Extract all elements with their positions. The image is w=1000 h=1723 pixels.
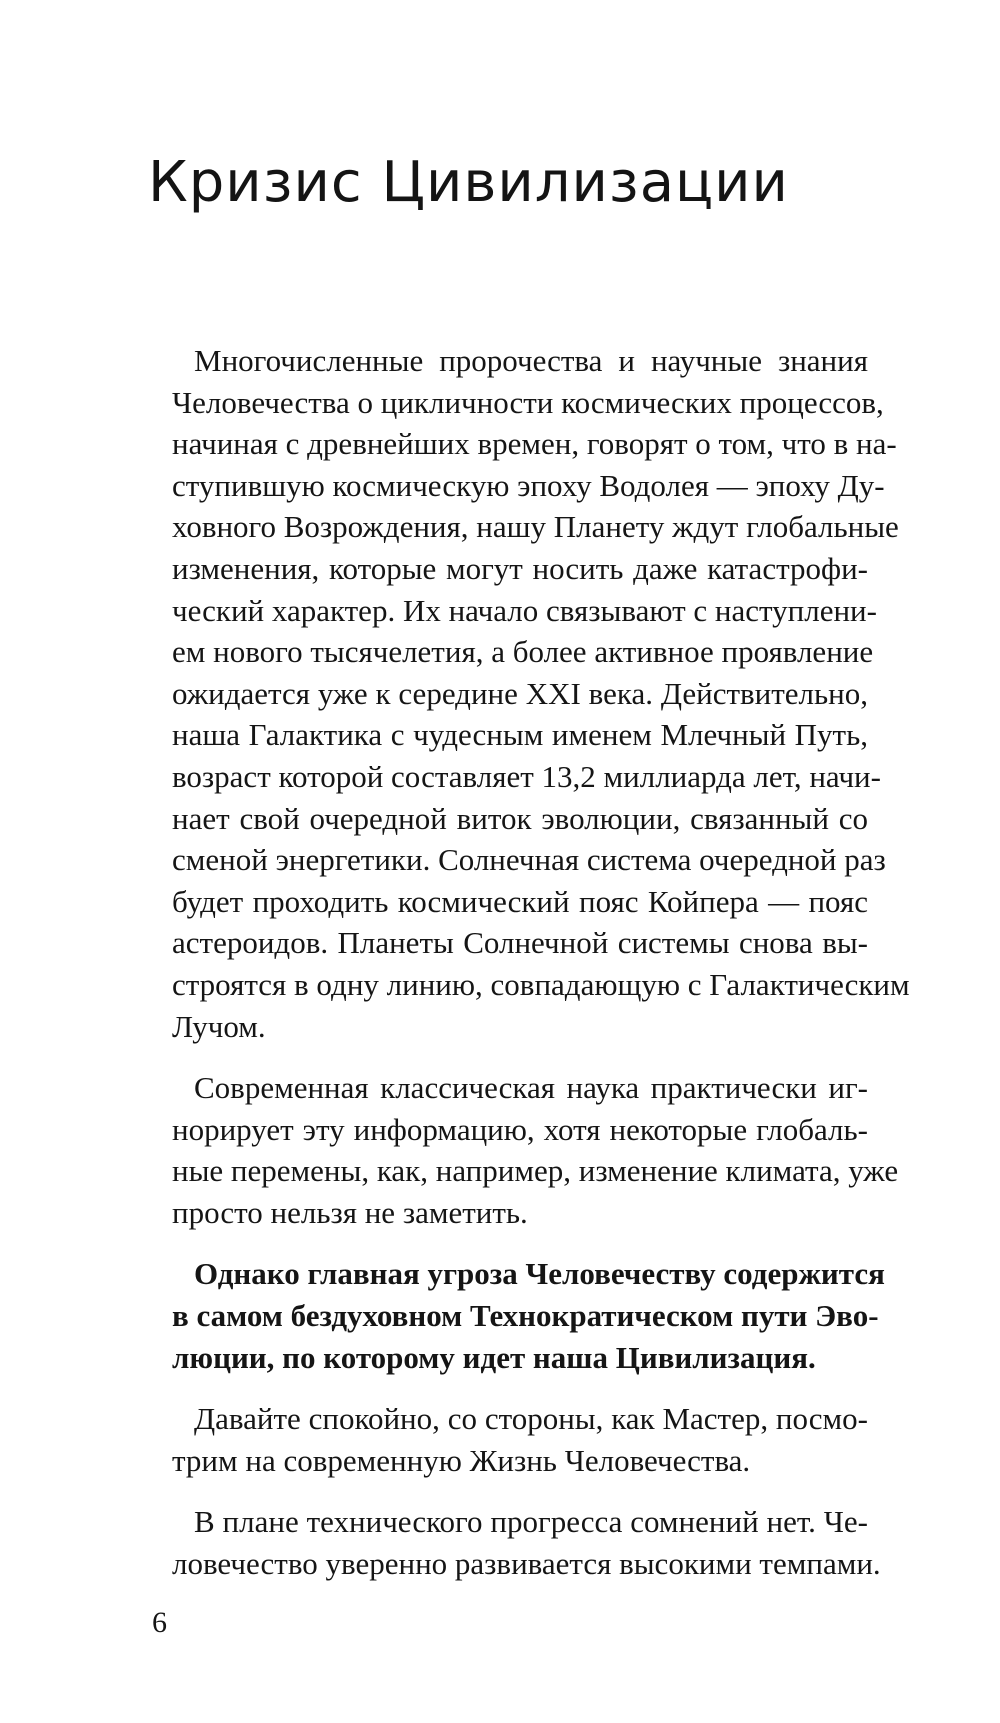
text-line: ные перемены, как, например, изменение климата, уже xyxy=(172,1153,899,1189)
paragraph xyxy=(150,1501,881,1584)
paragraph xyxy=(150,340,910,1047)
text-line: Однако главная угроза Человечеству содержится xyxy=(194,1256,885,1292)
text-line: будет проходить космический пояс Койпера — пояс xyxy=(172,883,868,919)
text-line: ступившую космическую эпоху Водолея — эпоху Ду- xyxy=(172,467,885,503)
paragraph xyxy=(150,1067,899,1233)
text-line: норирует эту информацию, хотя некоторые глобаль- xyxy=(172,1111,868,1147)
text-line: ем нового тысячелетия, а более активное проявление xyxy=(172,634,874,670)
text-line: Современная классическая наука практически иг- xyxy=(194,1070,868,1106)
text-line: строятся в одну линию, совпадающую с Галактическим xyxy=(172,966,910,1002)
text-line: астероидов. Планеты Солнечной системы снова вы- xyxy=(172,925,868,961)
text-line: начиная с древнейших времен, говорят о том, что в на- xyxy=(172,426,897,462)
text-line: ожидается уже к середине XXI века. Действительно, xyxy=(172,675,868,711)
text-line: изменения, которые могут носить даже катастрофи- xyxy=(172,550,868,586)
text-line: Давайте спокойно, со стороны, как Мастер, посмо- xyxy=(194,1401,868,1437)
paragraph xyxy=(150,1398,868,1481)
text-line: ховного Возрождения, нашу Планету ждут глобальные xyxy=(172,509,899,545)
text-line: трим на современную Жизнь Человечества. xyxy=(172,1442,751,1478)
chapter-title: Кризис Цивилизации xyxy=(148,150,789,215)
text-line: люции, по которому идет наша Цивилизация. xyxy=(172,1339,816,1375)
text-line: возраст которой составляет 13,2 миллиарда лет, начи- xyxy=(172,758,881,794)
text-line: наша Галактика с чудесным именем Млечный Путь, xyxy=(172,717,868,753)
text-line: Лучом. xyxy=(172,1008,266,1044)
paragraph xyxy=(150,1253,885,1378)
text-line: Многочисленные пророчества и научные знания xyxy=(194,343,868,378)
text-line: В плане технического прогресса сомнений нет. Че- xyxy=(194,1504,868,1540)
text-line: сменой энергетики. Солнечная система очередной раз xyxy=(172,842,886,878)
text-line: в самом бездуховном Технократическом пути Эво- xyxy=(172,1298,879,1334)
text-line: ловечество уверенно развивается высокими темпами. xyxy=(172,1546,881,1582)
text-line: просто нельзя не заметить. xyxy=(172,1194,528,1230)
page-number: 6 xyxy=(152,1606,167,1639)
text-line: Человечества о цикличности космических процессов, xyxy=(172,384,884,420)
text-line: нает свой очередной виток эволюции, связанный со xyxy=(172,800,868,836)
text-line: ческий характер. Их начало связывают с наступлени- xyxy=(172,592,877,628)
body-text xyxy=(150,340,910,1605)
